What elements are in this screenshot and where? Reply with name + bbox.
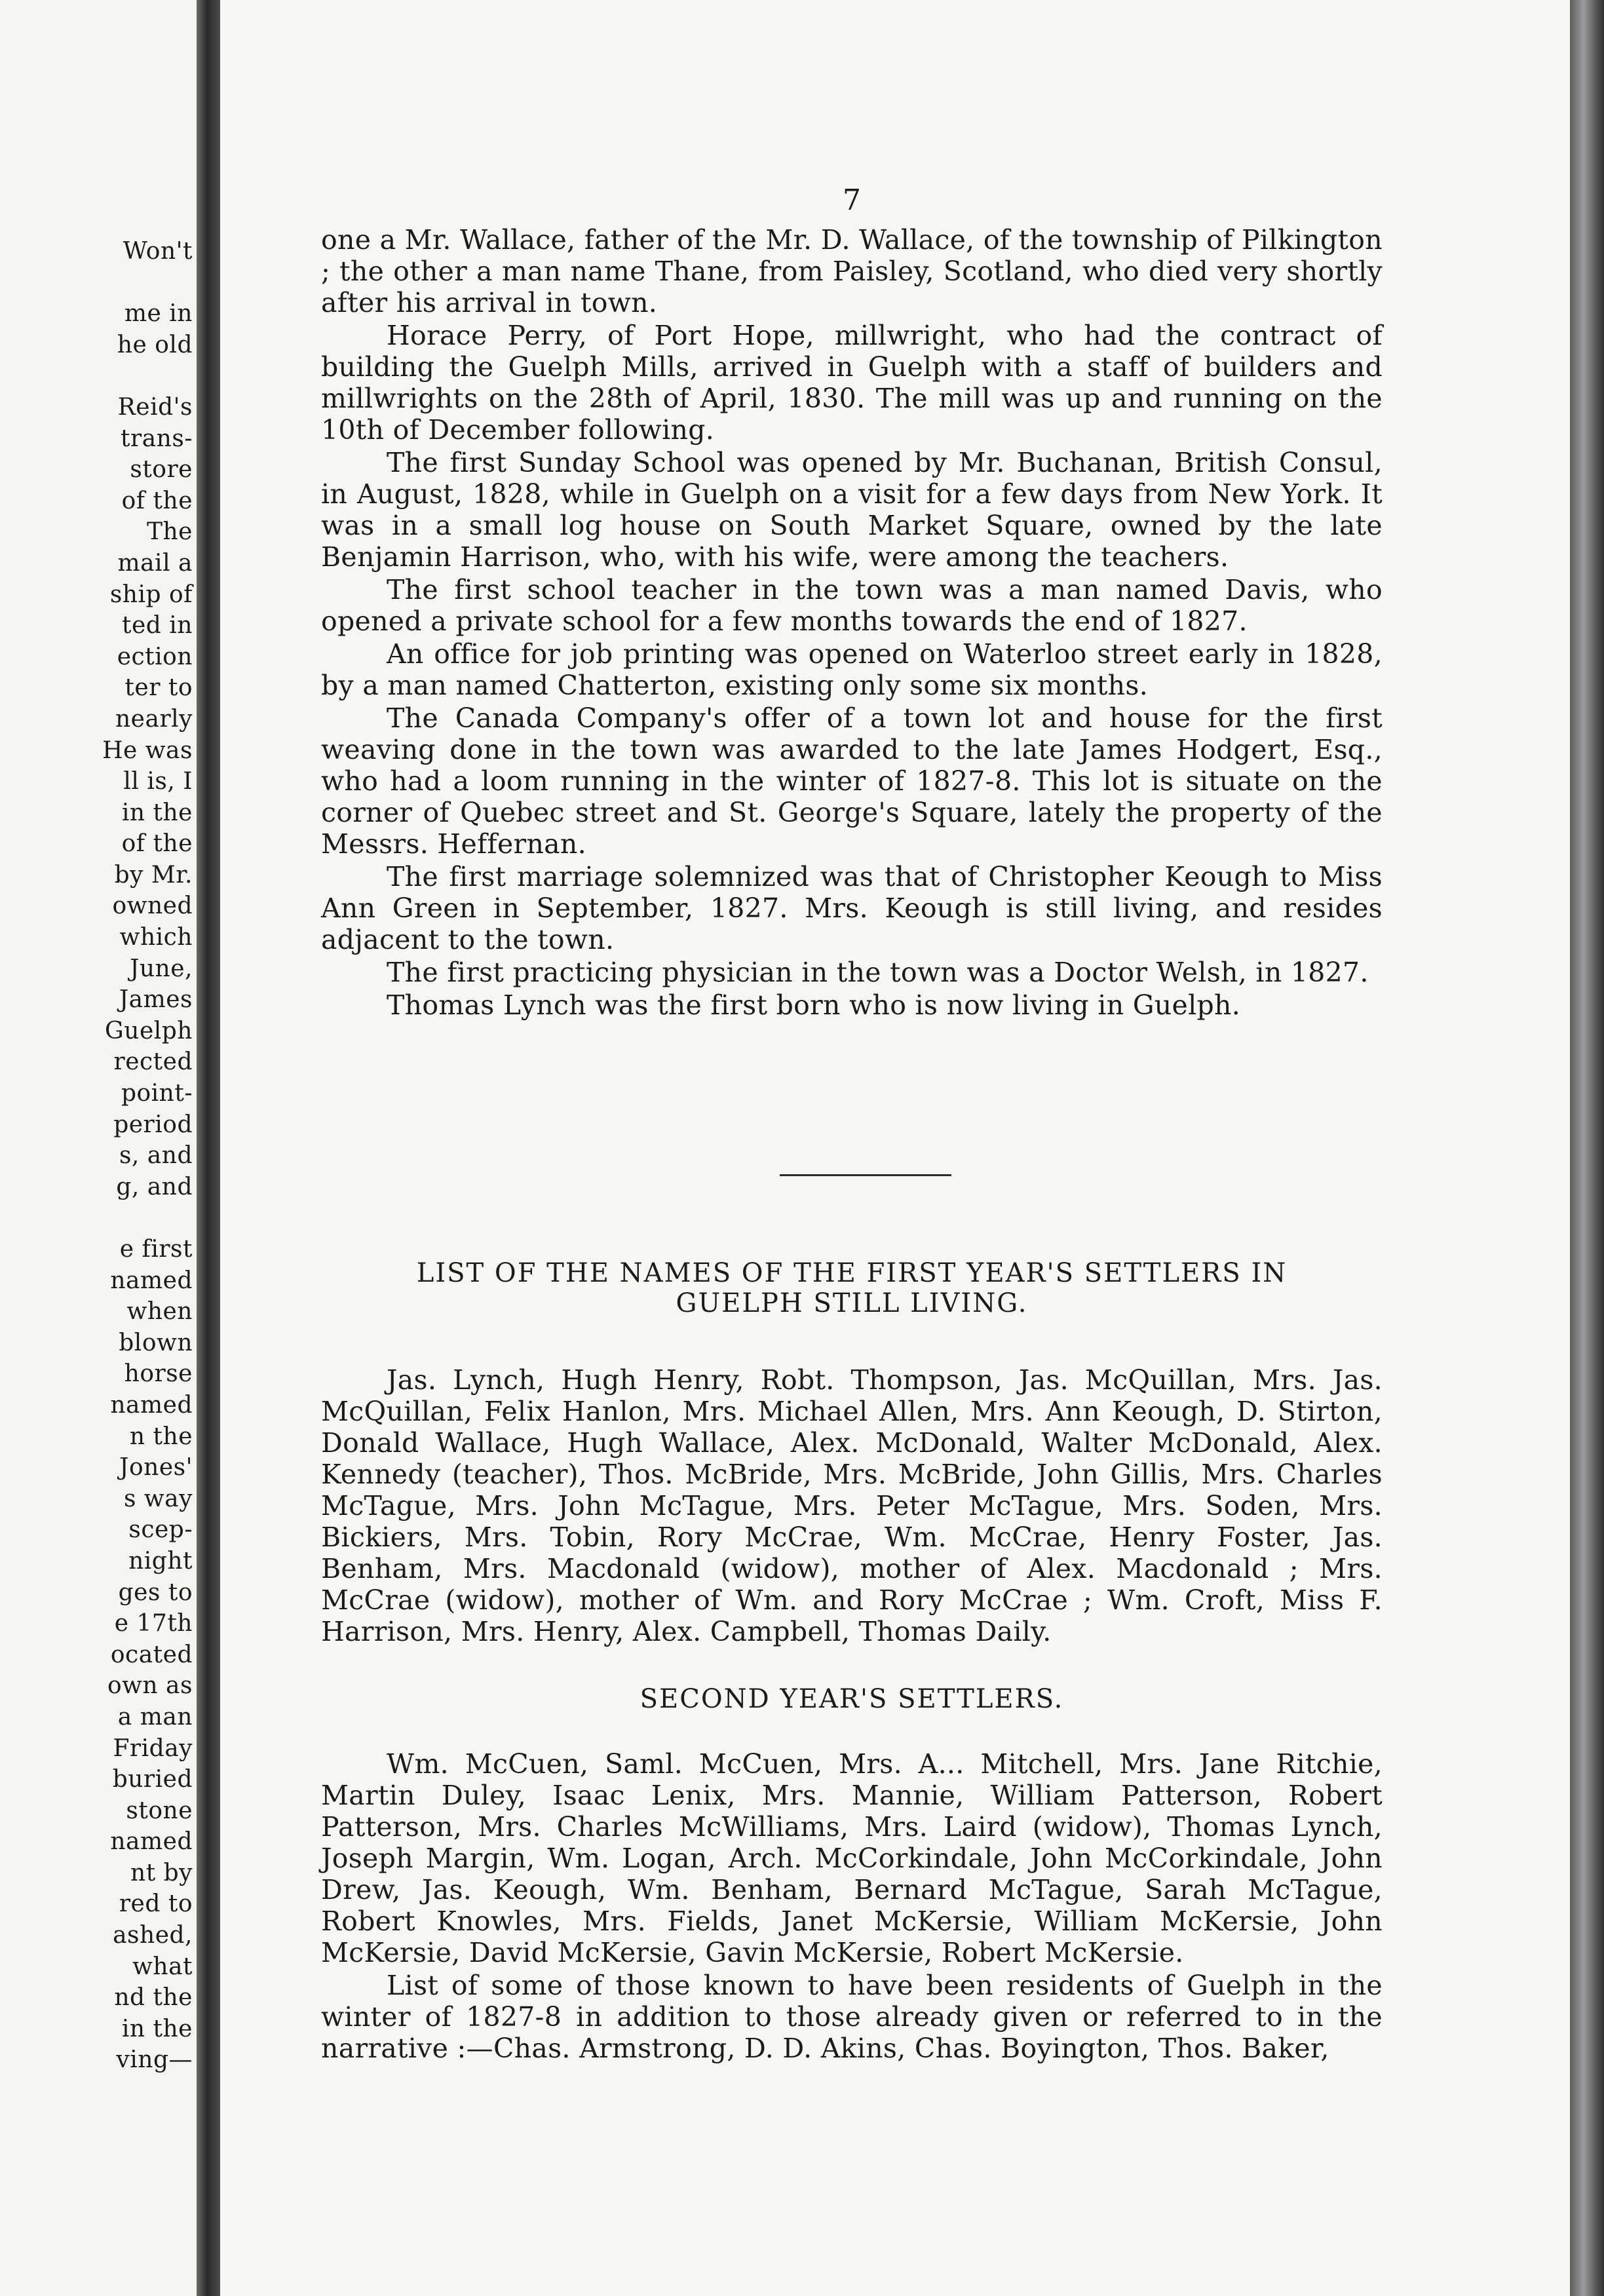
paragraph-physician: The first practicing physician in the town was a Doctor Welsh, in 1827. bbox=[387, 957, 1369, 988]
facing-page-fragment: James bbox=[119, 986, 193, 1014]
paragraph-printing-office: An office for job printing was opened on Waterloo street early in 1828, by a man named Chatterton, existing only some six months. bbox=[321, 638, 1383, 701]
paragraph-school-teacher: The first school teacher in the town was a man named Davis, who opened a private school for a few months towards the end of 1827. bbox=[321, 574, 1383, 637]
facing-page-fragment: June, bbox=[129, 955, 193, 982]
paragraph-weaving: The Canada Company's offer of a town lot and house for the first weaving done in the town was awarded to the late James Hodgert, Esq., who had a loom running in the winter of 1827-8. This lot is situate on the corner of Quebec street and St. George's Square, lately the property of the Messrs. Heffernan. bbox=[321, 702, 1383, 860]
facing-page-fragment bbox=[102, 267, 193, 299]
facing-page-fragment: stone bbox=[126, 1797, 193, 1824]
facing-page-fragment: Guelph bbox=[105, 1017, 193, 1044]
paragraph-first-born: Thomas Lynch was the first born who is now living in Guelph. bbox=[387, 989, 1241, 1021]
facing-page-fragment bbox=[102, 360, 193, 392]
facing-page-fragment: e 17th bbox=[114, 1610, 193, 1637]
facing-page-fragments bbox=[102, 236, 193, 2076]
facing-page-fragment: ll is, I bbox=[123, 768, 193, 795]
main-text-block bbox=[321, 224, 1383, 1021]
facing-page-fragment: nd the bbox=[114, 1984, 193, 2012]
continuation-paragraph: one a Mr. Wallace, father of the Mr. D. Wallace, of the township of Pilkington ; the other a man name Thane, from Paisley, Scotland, who died very shortly after his arrival in town. bbox=[321, 224, 1383, 318]
paragraph-mill: Horace Perry, of Port Hope, millwright, who had the contract of building the Guelph Mills, arrived in Guelph with a staff of builders and millwrights on the 28th of April, 1830. The mill was up and running on the 10th of December following. bbox=[321, 320, 1383, 446]
facing-page-fragment: of the bbox=[121, 487, 193, 514]
facing-page-fragment: what bbox=[132, 1953, 193, 1980]
facing-page-strip bbox=[0, 0, 197, 2296]
facing-page-fragment: which bbox=[119, 924, 193, 951]
page-number: 7 bbox=[843, 183, 861, 217]
residents-paragraph: List of some of those known to have been residents of Guelph in the winter of 1827-8 in addition to those already given or referred to in the narrative :—Chas. Armstrong, D. D. Akins, Chas. Boyington, Thos. Baker, bbox=[321, 1970, 1383, 2064]
paragraph-marriage: The first marriage solemnized was that of Christopher Keough to Miss Ann Green in September, 1827. Mrs. Keough is still living, and resides adjacent to the town. bbox=[321, 861, 1383, 955]
facing-page-fragment: when bbox=[126, 1298, 193, 1326]
page-right-edge bbox=[1570, 0, 1604, 2296]
facing-page-fragment: Friday bbox=[113, 1734, 193, 1762]
first-settlers-names: Jas. Lynch, Hugh Henry, Robt. Thompson, Jas. McQuillan, Mrs. Jas. McQuillan, Felix Hanlon, Mrs. Michael Allen, Mrs. Ann Keough, D. Stirton, Donald Wallace, Hugh Wallace, Alex. McDonald, Walter McDonald, Alex. Kennedy (teacher), Thos. McBride, Mrs. McBride, John Gillis, Mrs. Charles McTague, Mrs. John McTague, Mrs. Peter McTague, Mrs. Soden, Mrs. Bickiers, Mrs. Tobin, Rory McCrae, Wm. McCrae, Henry Foster, Jas. Benham, Mrs. Macdonald (widow), mother of Alex. Macdonald ; Mrs. McCrae (widow), mother of Wm. and Rory McCrae ; Wm. Croft, Miss F. Harrison, Mrs. Henry, Alex. Campbell, Thomas Daily. bbox=[321, 1364, 1383, 1647]
facing-page-fragment: blown bbox=[119, 1329, 193, 1356]
first-settlers-heading bbox=[321, 1258, 1383, 1318]
facing-page-fragment: trans- bbox=[121, 425, 193, 452]
facing-page-fragment: owned bbox=[112, 892, 193, 920]
facing-page-fragment: scep- bbox=[128, 1516, 193, 1544]
facing-page-fragment: rected bbox=[113, 1048, 193, 1076]
facing-page-fragment: nearly bbox=[115, 705, 193, 733]
second-settlers-list bbox=[321, 1748, 1383, 2064]
facing-page-fragment: He was bbox=[102, 737, 193, 764]
facing-page-fragment: e first bbox=[119, 1236, 193, 1263]
facing-page-fragment: store bbox=[130, 456, 193, 484]
facing-page-fragment bbox=[102, 1202, 193, 1234]
facing-page-fragment: s, and bbox=[119, 1142, 193, 1170]
facing-page-fragment: Reid's bbox=[117, 393, 193, 421]
section-divider bbox=[780, 1174, 951, 1176]
facing-page-fragment: ection bbox=[117, 643, 193, 670]
facing-page-fragment: ocated bbox=[110, 1641, 193, 1668]
facing-page-fragment: named bbox=[110, 1267, 193, 1294]
book-gutter bbox=[197, 0, 220, 2296]
first-settlers-heading-line2: GUELPH STILL LIVING. bbox=[676, 1288, 1028, 1318]
facing-page-fragment: in the bbox=[121, 799, 193, 826]
facing-page-fragment: Won't bbox=[123, 238, 193, 265]
facing-page-fragment: named bbox=[110, 1391, 193, 1419]
facing-page-fragment: ship of bbox=[109, 581, 193, 608]
facing-page-fragment: period bbox=[113, 1111, 193, 1138]
facing-page-fragment: a man bbox=[117, 1703, 193, 1731]
paragraph-sunday-school: The first Sunday School was opened by Mr. Buchanan, British Consul, in August, 1828, while in Guelph on a visit for a few days from New York. It was in a small log house on South Market Square, owned by the late Benjamin Harrison, who, with his wife, were among the teachers. bbox=[321, 447, 1383, 573]
facing-page-fragment: nt by bbox=[130, 1859, 193, 1886]
facing-page-fragment: ving— bbox=[116, 2046, 193, 2074]
facing-page-fragment: ted in bbox=[122, 612, 193, 640]
facing-page-fragment: me in bbox=[124, 300, 193, 328]
first-settlers-list bbox=[321, 1364, 1383, 1647]
second-settlers-heading: SECOND YEAR'S SETTLERS. bbox=[640, 1684, 1064, 1714]
facing-page-fragment: horse bbox=[124, 1360, 193, 1388]
facing-page-fragment: of the bbox=[121, 830, 193, 858]
facing-page-fragment: The bbox=[146, 518, 193, 546]
facing-page-fragment: named bbox=[110, 1828, 193, 1856]
facing-page-fragment: Jones' bbox=[119, 1454, 193, 1482]
facing-page-fragment: ter to bbox=[124, 674, 193, 702]
facing-page-fragment: red to bbox=[119, 1890, 193, 1918]
facing-page-fragment: s way bbox=[123, 1485, 193, 1512]
facing-page-fragment: own as bbox=[107, 1672, 193, 1700]
facing-page-fragment: mail a bbox=[117, 549, 193, 577]
facing-page-fragment: he old bbox=[117, 331, 193, 358]
facing-page-fragment: ashed, bbox=[113, 1922, 193, 1949]
facing-page-fragment: buried bbox=[112, 1766, 193, 1793]
facing-page-fragment: n the bbox=[129, 1423, 193, 1450]
facing-page-fragment: ges to bbox=[118, 1578, 193, 1606]
facing-page-fragment: night bbox=[128, 1547, 193, 1575]
second-settlers-names: Wm. McCuen, Saml. McCuen, Mrs. A... Mitchell, Mrs. Jane Ritchie, Martin Duley, Isaac Lenix, Mrs. Mannie, William Patterson, Robert Patterson, Mrs. Charles McWilliams, Mrs. Laird (widow), Thomas Lynch, Joseph Margin, Wm. Logan, Arch. McCorkindale, John McCorkindale, John Drew, Jas. Keough, Wm. Benham, Bernard McTague, Sarah McTague, Robert Knowles, Mrs. Fields, Janet McKersie, William McKersie, John McKersie, David McKersie, Gavin McKersie, Robert McKersie. bbox=[321, 1748, 1383, 1968]
facing-page-fragment: in the bbox=[121, 2015, 193, 2042]
facing-page-fragment: g, and bbox=[116, 1173, 193, 1200]
facing-page-fragment: point- bbox=[121, 1080, 193, 1107]
facing-page-fragment: by Mr. bbox=[114, 861, 193, 889]
first-settlers-heading-line1: LIST OF THE NAMES OF THE FIRST YEAR'S SETTLERS IN bbox=[416, 1258, 1288, 1288]
